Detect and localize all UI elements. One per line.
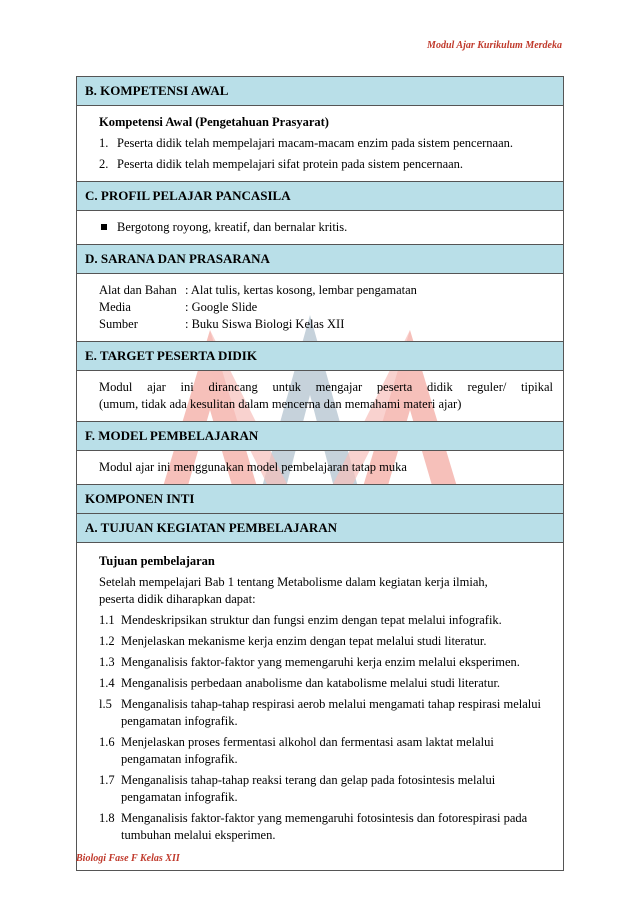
list-item (99, 734, 553, 768)
kv-row (99, 316, 553, 333)
list-text: Menganalisis perbedaan anabolisme dan katabolisme melalui studi literatur. (121, 676, 501, 690)
list-text: Mendeskripsikan struktur dan fungsi enzim dengan tepat melalui infografik. (121, 613, 502, 627)
section-b-heading: B. KOMPETENSI AWAL (77, 77, 563, 106)
section-b-body (77, 106, 563, 182)
page-header-title: Modul Ajar Kurikulum Merdeka (427, 40, 562, 51)
list-number: 1.6 (99, 735, 115, 749)
paragraph: Modul ajar ini menggunakan model pembelajaran tatap muka (99, 460, 407, 474)
list-text: Menganalisis faktor-faktor yang memengaruhi fotosintesis dan fotorespirasi pada tumbuhan melalui eksperimen. (121, 811, 528, 842)
section-d-body (77, 274, 563, 342)
list-number: 1.4 (99, 676, 115, 690)
section-b-subheading: Kompetensi Awal (Pengetahuan Prasyarat) (99, 115, 329, 129)
list-text: Peserta didik telah mempelajari sifat protein pada sistem pencernaan. (117, 157, 464, 171)
list-text: Menganalisis faktor-faktor yang memengaruhi kerja enzim melalui eksperimen. (121, 655, 520, 669)
list-item (99, 156, 553, 173)
paragraph-line: (umum, tidak ada kesulitan dalam mencerna dan memahami materi ajar) (99, 397, 462, 411)
kv-key: Sumber (99, 317, 138, 331)
paragraph-line: Setelah mempelajari Bab 1 tentang Metabolisme dalam kegiatan kerja ilmiah, (99, 575, 488, 589)
kv-value: : Alat tulis, kertas kosong, lembar pengamatan (185, 283, 417, 297)
kv-value: : Buku Siswa Biologi Kelas XII (185, 317, 345, 331)
square-bullet-icon (101, 224, 107, 230)
list-number: 1. (99, 136, 109, 150)
list-text: Menjelaskan proses fermentasi alkohol dan fermentasi asam laktat melalui pengamatan infografik. (121, 735, 494, 766)
paragraph-line: Modul ajar ini dirancang untuk mengajar peserta didik reguler/ tipikal (99, 380, 553, 394)
section-a-heading: A. TUJUAN KEGIATAN PEMBELAJARAN (77, 514, 563, 543)
list-text: Menganalisis tahap-tahap respirasi aerob melalui mengamati tahap respirasi melalui pengamatan infografik. (121, 697, 541, 728)
list-item (99, 612, 553, 629)
list-number: 1.3 (99, 655, 115, 669)
section-a-subheading: Tujuan pembelajaran (99, 554, 215, 568)
kv-key: Alat dan Bahan (99, 283, 177, 297)
section-e-body (77, 371, 563, 422)
kv-row (99, 282, 553, 299)
list-item (99, 772, 553, 806)
list-item (99, 135, 553, 152)
section-f-body (77, 451, 563, 485)
list-number: 1.8 (99, 811, 115, 825)
paragraph-line: peserta didik diharapkan dapat: (99, 592, 256, 606)
kv-value: : Google Slide (185, 300, 258, 314)
section-e-heading: E. TARGET PESERTA DIDIK (77, 342, 563, 371)
page-footer-title: Biologi Fase F Kelas XII (76, 853, 180, 864)
list-text: Bergotong royong, kreatif, dan bernalar kritis. (117, 220, 348, 234)
section-c-heading: C. PROFIL PELAJAR PANCASILA (77, 182, 563, 211)
list-text: Menganalisis tahap-tahap reaksi terang dan gelap pada fotosintesis melalui pengamatan infografik. (121, 773, 496, 804)
section-f-heading: F. MODEL PEMBELAJARAN (77, 422, 563, 451)
list-number: l.5 (99, 697, 112, 711)
list-text: Menjelaskan mekanisme kerja enzim dengan tepat melalui studi literatur. (121, 634, 487, 648)
komponen-inti-heading: KOMPONEN INTI (77, 485, 563, 514)
list-item (99, 219, 553, 236)
section-d-heading: D. SARANA DAN PRASARANA (77, 245, 563, 274)
list-item (99, 696, 553, 730)
kv-key: Media (99, 300, 131, 314)
section-c-body (77, 211, 563, 245)
list-number: 1.2 (99, 634, 115, 648)
list-number: 1.7 (99, 773, 115, 787)
list-item (99, 675, 553, 692)
module-table (76, 76, 564, 871)
list-item (99, 654, 553, 671)
list-number: 1.1 (99, 613, 115, 627)
section-a-body (77, 543, 563, 870)
kv-row (99, 299, 553, 316)
list-item (99, 810, 553, 844)
list-item (99, 633, 553, 650)
list-text: Peserta didik telah mempelajari macam-macam enzim pada sistem pencernaan. (117, 136, 514, 150)
list-number: 2. (99, 157, 109, 171)
